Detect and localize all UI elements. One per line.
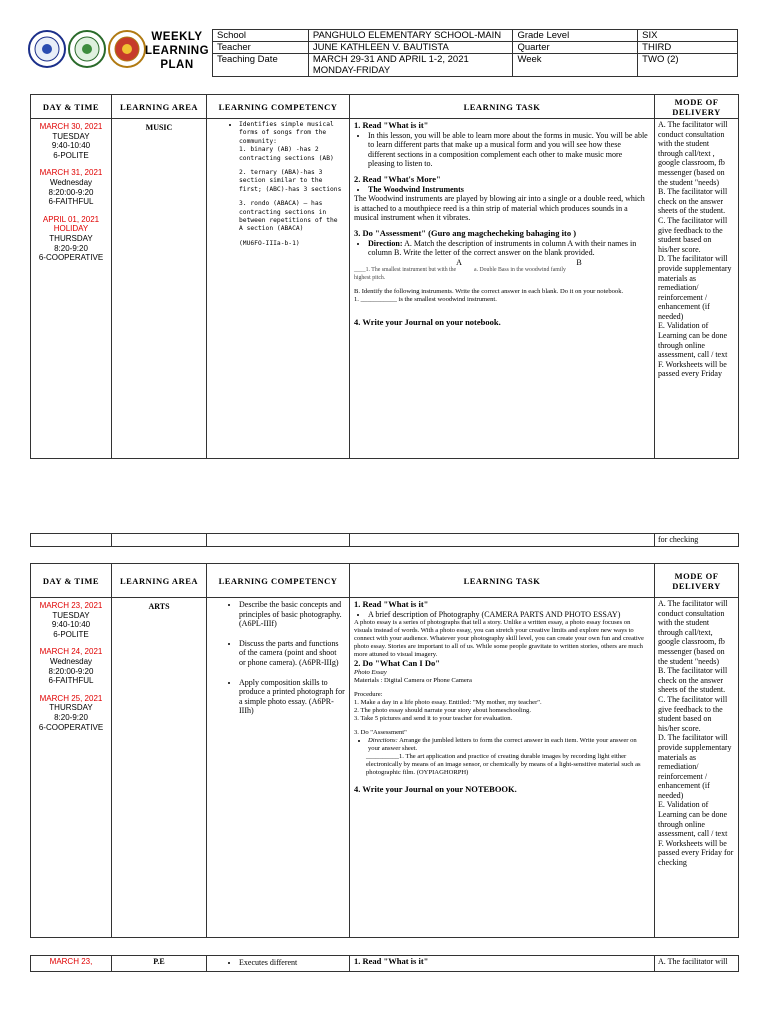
info-row — [213, 42, 738, 54]
time: 8:20:00-9:20 — [48, 666, 94, 676]
time: 9:40-10:40 — [51, 620, 91, 630]
task-heading: 2. Read "What's More" — [354, 173, 441, 184]
assessment-item: __________1. The art application and practice of creating durable images by recording light either electronically by means of an image sensor, or chemically by means of a light-sensitive material such as photographic film. (OYPIAGHORPH) — [366, 752, 641, 776]
info-row — [213, 54, 738, 77]
col-header: LEARNING COMPETENCY — [207, 564, 350, 598]
competency-cell — [207, 119, 350, 459]
info-value: JUNE KATHLEEN V. BAUTISTA — [308, 42, 513, 54]
matching-item-b: a. Double Bass in the woodwind family — [474, 267, 566, 274]
table-row — [31, 119, 739, 459]
col-header: LEARNING COMPETENCY — [207, 95, 350, 119]
task-heading: 1. Read "What is it" — [354, 599, 429, 609]
learning-task-cell — [350, 598, 655, 938]
task-text: The Woodwind instruments are played by blowing air into a single or a double reed, which is attached to a mouthpiece reed is a thin strip of material which produces sounds in a musical instrument when it vibrates. — [354, 194, 645, 223]
info-value: SIX — [638, 30, 738, 42]
task-text: B. Identify the following instruments. Write the correct answer in each blank. Do it on your notebook. — [354, 287, 624, 295]
procedure-label: Procedure: — [354, 690, 383, 698]
column-a-label: A — [456, 257, 462, 267]
task-heading: 2. Do "What Can I Do" — [354, 658, 440, 669]
mode-item: F. Worksheets will be passed every Friday for checking — [658, 838, 734, 868]
day-time-cell — [31, 119, 112, 459]
col-header: DAY & TIME — [31, 564, 112, 598]
day-time-cell — [31, 598, 112, 938]
column-b-label: B — [576, 257, 582, 267]
competency-list — [219, 600, 345, 716]
mode-item: E. Validation of Learning can be done through online assessment, call / text — [658, 321, 728, 360]
mode-item: D. The facilitator will provide supplementary materials as remediation/ reinforcement / enhancement (if needed) — [658, 733, 732, 800]
competency-item — [239, 121, 345, 248]
task-text: Materials : Digital Camera or Phone Camera — [354, 676, 472, 684]
procedure-step: 2. The photo essay should narrate your story about homeschooling. — [354, 706, 531, 714]
task-text: A photo essay is a series of photographs that tell a story. Unlike a written essay, a photo essay focuses on visuals instead of words. With a photo essay, you can stretch your creative limits and explore new ways to connect with your audience. Whatever your photography skill level, you can create your own fun and creative photo essay. Stories are important to all of us. While some people gravitate to written stories, others are much more attuned to visual imagery. — [354, 619, 644, 659]
weekday: THURSDAY — [49, 703, 93, 713]
mode-item: A. The facilitator will conduct consultation with the student through call/text , google classroom, fb messenger (based on the student "needs) — [658, 120, 728, 187]
task-subheading: • The Woodwind Instruments — [368, 185, 650, 195]
school-seal-icon — [108, 30, 146, 68]
school-logos — [28, 30, 146, 76]
competency-text: Identifies simple musical forms of songs from the community: — [239, 121, 334, 145]
col-header: LEARNING TASK — [350, 95, 655, 119]
table-header-row — [31, 95, 739, 119]
task-text: Photo Essay — [354, 668, 387, 676]
table-row — [31, 598, 739, 938]
time: 8:20-9:20 — [54, 243, 88, 253]
table-header-row — [31, 564, 739, 598]
date: MARCH 30, 2021 — [39, 122, 103, 131]
competency-item: • Apply composition skills to produce a printed photograph for a simple photo essay. (A6PR-IIIh) — [239, 678, 345, 716]
section: 6-COOPERATIVE — [38, 253, 104, 263]
weekday: Wednesday — [49, 656, 93, 666]
time: 8:20-9:20 — [54, 712, 88, 722]
arts-plan-table — [30, 563, 739, 938]
date: APRIL 01, 2021 — [42, 214, 100, 224]
learning-area: MUSIC — [112, 119, 207, 459]
section: 6-POLITE — [53, 629, 89, 639]
mode-item: C. The facilitator will give feedback to the student based on his/her score. — [658, 694, 728, 733]
procedure-step: 1. Make a day in a life photo essay. Entitled: "My mother, my teacher". — [354, 698, 542, 706]
title-line: WEEKLY — [151, 31, 203, 43]
date: MARCH 31, 2021 — [39, 168, 103, 178]
learning-area: ARTS — [112, 598, 207, 938]
info-value: PANGHULO ELEMENTARY SCHOOL-MAIN — [308, 30, 513, 42]
col-header: MODE OF DELIVERY — [655, 564, 739, 598]
task-heading: 3. Do "Assessment" (Guro ang magchecheking bahaging ito ) — [354, 227, 577, 238]
competency-item: • Executes different — [239, 958, 345, 968]
weekday: TUESDAY — [52, 131, 90, 141]
learning-task-cell — [350, 119, 655, 459]
weekday: THURSDAY — [49, 233, 93, 243]
date: MARCH 24, 2021 — [39, 647, 103, 657]
task-heading: 4. Write your Journal on your NOTEBOOK. — [354, 783, 517, 794]
holiday-label: HOLIDAY — [53, 224, 89, 234]
col-header: LEARNING AREA — [112, 95, 207, 119]
procedure-step: 3. Take 5 pictures and send it to your teacher for evaluation. — [354, 714, 513, 722]
competency-list — [219, 121, 345, 248]
mode-item: F. Worksheets will be passed every Friday — [658, 359, 727, 379]
info-value: MARCH 29-31 AND APRIL 1-2, 2021 MONDAY-FRIDAY — [308, 54, 513, 77]
info-value: THIRD — [638, 42, 738, 54]
mode-item: B. The facilitator will check on the answer sheets of the student. — [658, 187, 728, 216]
info-label: Week — [513, 54, 638, 77]
direction-label: Direction: — [368, 238, 403, 248]
task-subheading: • A brief description of Photography (CAMERA PARTS AND PHOTO ESSAY) — [368, 610, 650, 620]
info-label: Grade Level — [513, 30, 638, 42]
mode-item: E. Validation of Learning can be done through online assessment, call / text — [658, 800, 728, 839]
weekday: Wednesday — [49, 177, 93, 187]
task-heading: 3. Do "Assessment" — [354, 728, 407, 736]
music-continuation-table — [30, 533, 739, 547]
weekday: TUESDAY — [52, 610, 90, 620]
task-heading: 1. Read "What is it" — [354, 956, 429, 966]
title-line: PLAN — [160, 59, 194, 71]
info-label: School — [213, 30, 309, 42]
competency-item: • Describe the basic concepts and principles of basic photography. (A6PL-IIIf) — [239, 600, 345, 629]
col-header: MODE OF DELIVERY — [655, 95, 739, 119]
title-line: LEARNING — [144, 45, 210, 57]
direction-item — [368, 737, 650, 753]
mode-item: A. The facilitator will conduct consultation with the student through call/text, google classroom, fb messenger (based on the student "needs) — [658, 599, 728, 666]
competency-item: • Discuss the parts and functions of the camera (point and shoot or phone camera). (A6PR-IIIg) — [239, 639, 345, 668]
deped-seal-icon — [28, 30, 66, 68]
date: MARCH 25, 2021 — [39, 693, 103, 703]
mode-item: for checking — [655, 534, 739, 547]
empty-cell — [207, 534, 350, 547]
division-seal-icon — [68, 30, 106, 68]
col-header: LEARNING AREA — [112, 564, 207, 598]
info-value: TWO (2) — [638, 54, 738, 77]
direction-label: Directions: — [368, 736, 398, 744]
task-text: 1. ___________ is the smallest woodwind instrument. — [354, 295, 497, 303]
matching-item — [354, 267, 650, 281]
music-plan-table — [30, 94, 739, 459]
col-header: DAY & TIME — [31, 95, 112, 119]
date: MARCH 23, — [31, 956, 112, 972]
matching-item-a: ____1. The smallest instrument but with the highest pitch. — [354, 267, 457, 281]
direction-item — [368, 239, 650, 258]
pe-plan-table — [30, 955, 739, 972]
table-row — [31, 534, 739, 547]
form-item: 3. rondo (ABACA) – has contracting sections in between repetitions of the A section (ABACA) — [239, 200, 338, 233]
learning-task-cell — [350, 956, 655, 972]
date: MARCH 23, 2021 — [39, 601, 103, 610]
info-row — [213, 30, 738, 42]
page-title — [144, 30, 210, 72]
mode-of-delivery-cell — [655, 598, 739, 938]
task-heading: 4. Write your Journal on your notebook. — [354, 316, 501, 327]
columns-ab — [354, 258, 650, 268]
section: 6-COOPERATIVE — [38, 722, 104, 732]
time: 9:40-10:40 — [51, 141, 91, 151]
section: 6-POLITE — [53, 150, 89, 160]
mode-item: C. The facilitator will give feedback to the student based on his/her score. — [658, 215, 728, 254]
col-header: LEARNING TASK — [350, 564, 655, 598]
mode-item: D. The facilitator will provide supplementary materials as remediation/ reinforcement / enhancement (if needed) — [658, 254, 732, 321]
info-label: Teacher — [213, 42, 309, 54]
section: 6-FAITHFUL — [48, 676, 94, 686]
empty-cell — [112, 534, 207, 547]
mode-item: B. The facilitator will check on the answer sheets of the student. — [658, 666, 728, 695]
form-item: 2. ternary (ABA)-has 3 section similar to the first; (ABC)-has 3 sections — [239, 169, 342, 193]
learning-area: P.E — [112, 956, 207, 972]
info-table — [212, 29, 738, 77]
mode-item: A. The facilitator will — [655, 956, 739, 972]
direction-text: Arrange the jumbled letters to form the correct answer in each item. Write your answer on your answer sheet. — [368, 736, 637, 752]
empty-cell — [350, 534, 655, 547]
section: 6-FAITHFUL — [48, 197, 94, 207]
task-heading: 1. Read "What is it" — [354, 120, 429, 130]
table-row — [31, 956, 739, 972]
info-label: Quarter — [513, 42, 638, 54]
empty-cell — [31, 534, 112, 547]
time: 8:20:00-9:20 — [48, 187, 94, 197]
info-label: Teaching Date — [213, 54, 309, 77]
competency-cell — [207, 956, 350, 972]
form-item: 1. binary (AB) -has 2 contracting sections (AB) — [239, 146, 334, 162]
mode-of-delivery-cell — [655, 119, 739, 459]
task-text: • In this lesson, you will be able to learn more about the forms in music. You will be able to learn different parts that make up a musical form and you will see how these different sections in a composition complement each other to make music more pleasing to listen to. — [368, 131, 650, 169]
direction-text: A. Match the description of instruments in column A with their names in column B. Write the letter of the correct answer on the blank provided. — [368, 238, 637, 258]
competency-code: (MU6FO-IIIa-b-1) — [239, 239, 300, 247]
competency-cell — [207, 598, 350, 938]
